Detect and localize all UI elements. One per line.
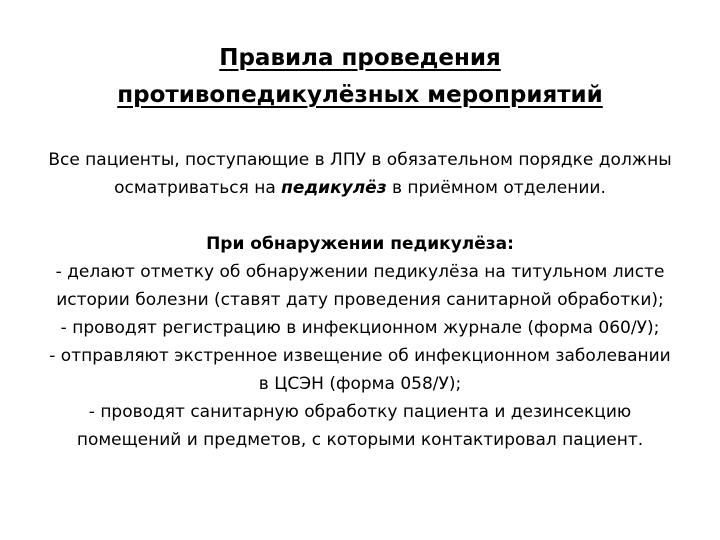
title-line-2: противопедикулёзных мероприятий — [117, 82, 603, 108]
emphasized-term: педикулёз — [281, 178, 387, 198]
page-title — [0, 40, 720, 114]
list-line: - отправляют экстренное извещение об инфекционном заболевании — [49, 346, 671, 366]
intro-line-1: Все пациенты, поступающие в ЛПУ в обязательном порядке должны — [48, 150, 672, 170]
paragraph-spacer — [10, 202, 710, 230]
list-line: - проводят регистрацию в инфекционном журнале (форма 060/У); — [60, 318, 660, 338]
list-line: истории болезни (ставят дату проведения санитарной обработки); — [56, 290, 664, 310]
list-line: - делают отметку об обнаружении педикулёза на титульном листе — [55, 262, 665, 282]
intro-line-2 — [10, 174, 710, 202]
title-line-1: Правила проведения — [219, 45, 501, 71]
intro-text-before: осматриваться на — [114, 178, 282, 198]
body-text — [10, 146, 710, 454]
list-line: помещений и предметов, с которыми контактировал пациент. — [76, 430, 644, 450]
list-line: в ЦСЭН (форма 058/У); — [258, 374, 462, 394]
section-heading: При обнаружении педикулёза: — [206, 234, 514, 254]
intro-text-after: в приёмном отделении. — [386, 178, 606, 198]
list-line: - проводят санитарную обработку пациента и дезинсекцию — [88, 402, 632, 422]
